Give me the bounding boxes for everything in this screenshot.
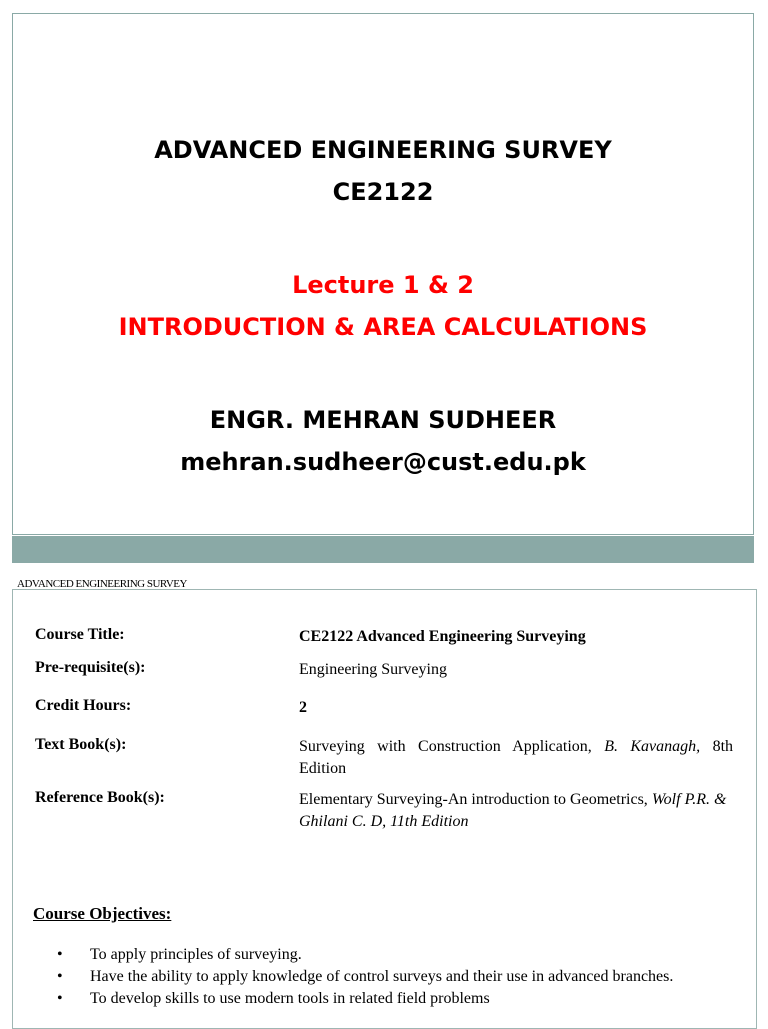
title-slide [12,13,754,535]
book-title: Elementary Surveying-An introduction to Geometrics, [299,791,652,808]
list-item [13,990,756,1012]
info-label: Reference Book(s): [35,789,165,806]
course-code: CE2122 [332,178,434,206]
info-label: Pre-requisite(s): [35,659,146,676]
objective-text: To develop skills to use modern tools in related field problems [90,990,490,1007]
book-author: B. Kavanagh, [604,738,701,755]
bullet-icon: • [57,990,63,1007]
book-title: Surveying with Construction Application, [299,738,605,755]
info-value: CE2122 Advanced Engineering Surveying [299,628,586,645]
slide-footer-band [12,536,754,563]
list-item [13,946,756,968]
book-edition: 8th Edition [299,738,734,777]
info-value: 2 [299,699,307,716]
info-value [299,736,733,780]
running-header: ADVANCED ENGINEERING SURVEY [17,578,187,590]
objective-text: Have the ability to apply knowledge of control surveys and their use in advanced branches. [90,968,674,985]
book-author: Wolf P.R. & Ghilani C. D, 11th Edition [299,791,727,830]
info-value: Engineering Surveying [299,661,447,678]
info-value [299,789,733,833]
objective-text: To apply principles of surveying. [90,946,302,963]
lecture-topic: INTRODUCTION & AREA CALCULATIONS [118,313,648,341]
info-label: Credit Hours: [35,697,132,714]
course-title: ADVANCED ENGINEERING SURVEY [154,136,612,164]
info-label: Text Book(s): [35,736,127,753]
bullet-icon: • [57,968,63,985]
lecture-number: Lecture 1 & 2 [292,271,474,299]
author-name: ENGR. MEHRAN SUDHEER [209,406,557,434]
info-label: Course Title: [35,626,125,643]
list-item [13,968,756,990]
course-info-slide [12,589,757,1029]
objectives-list [13,946,756,1012]
bullet-icon: • [57,946,63,963]
objectives-heading: Course Objectives: [33,904,172,923]
author-email: mehran.sudheer@cust.edu.pk [180,448,586,476]
